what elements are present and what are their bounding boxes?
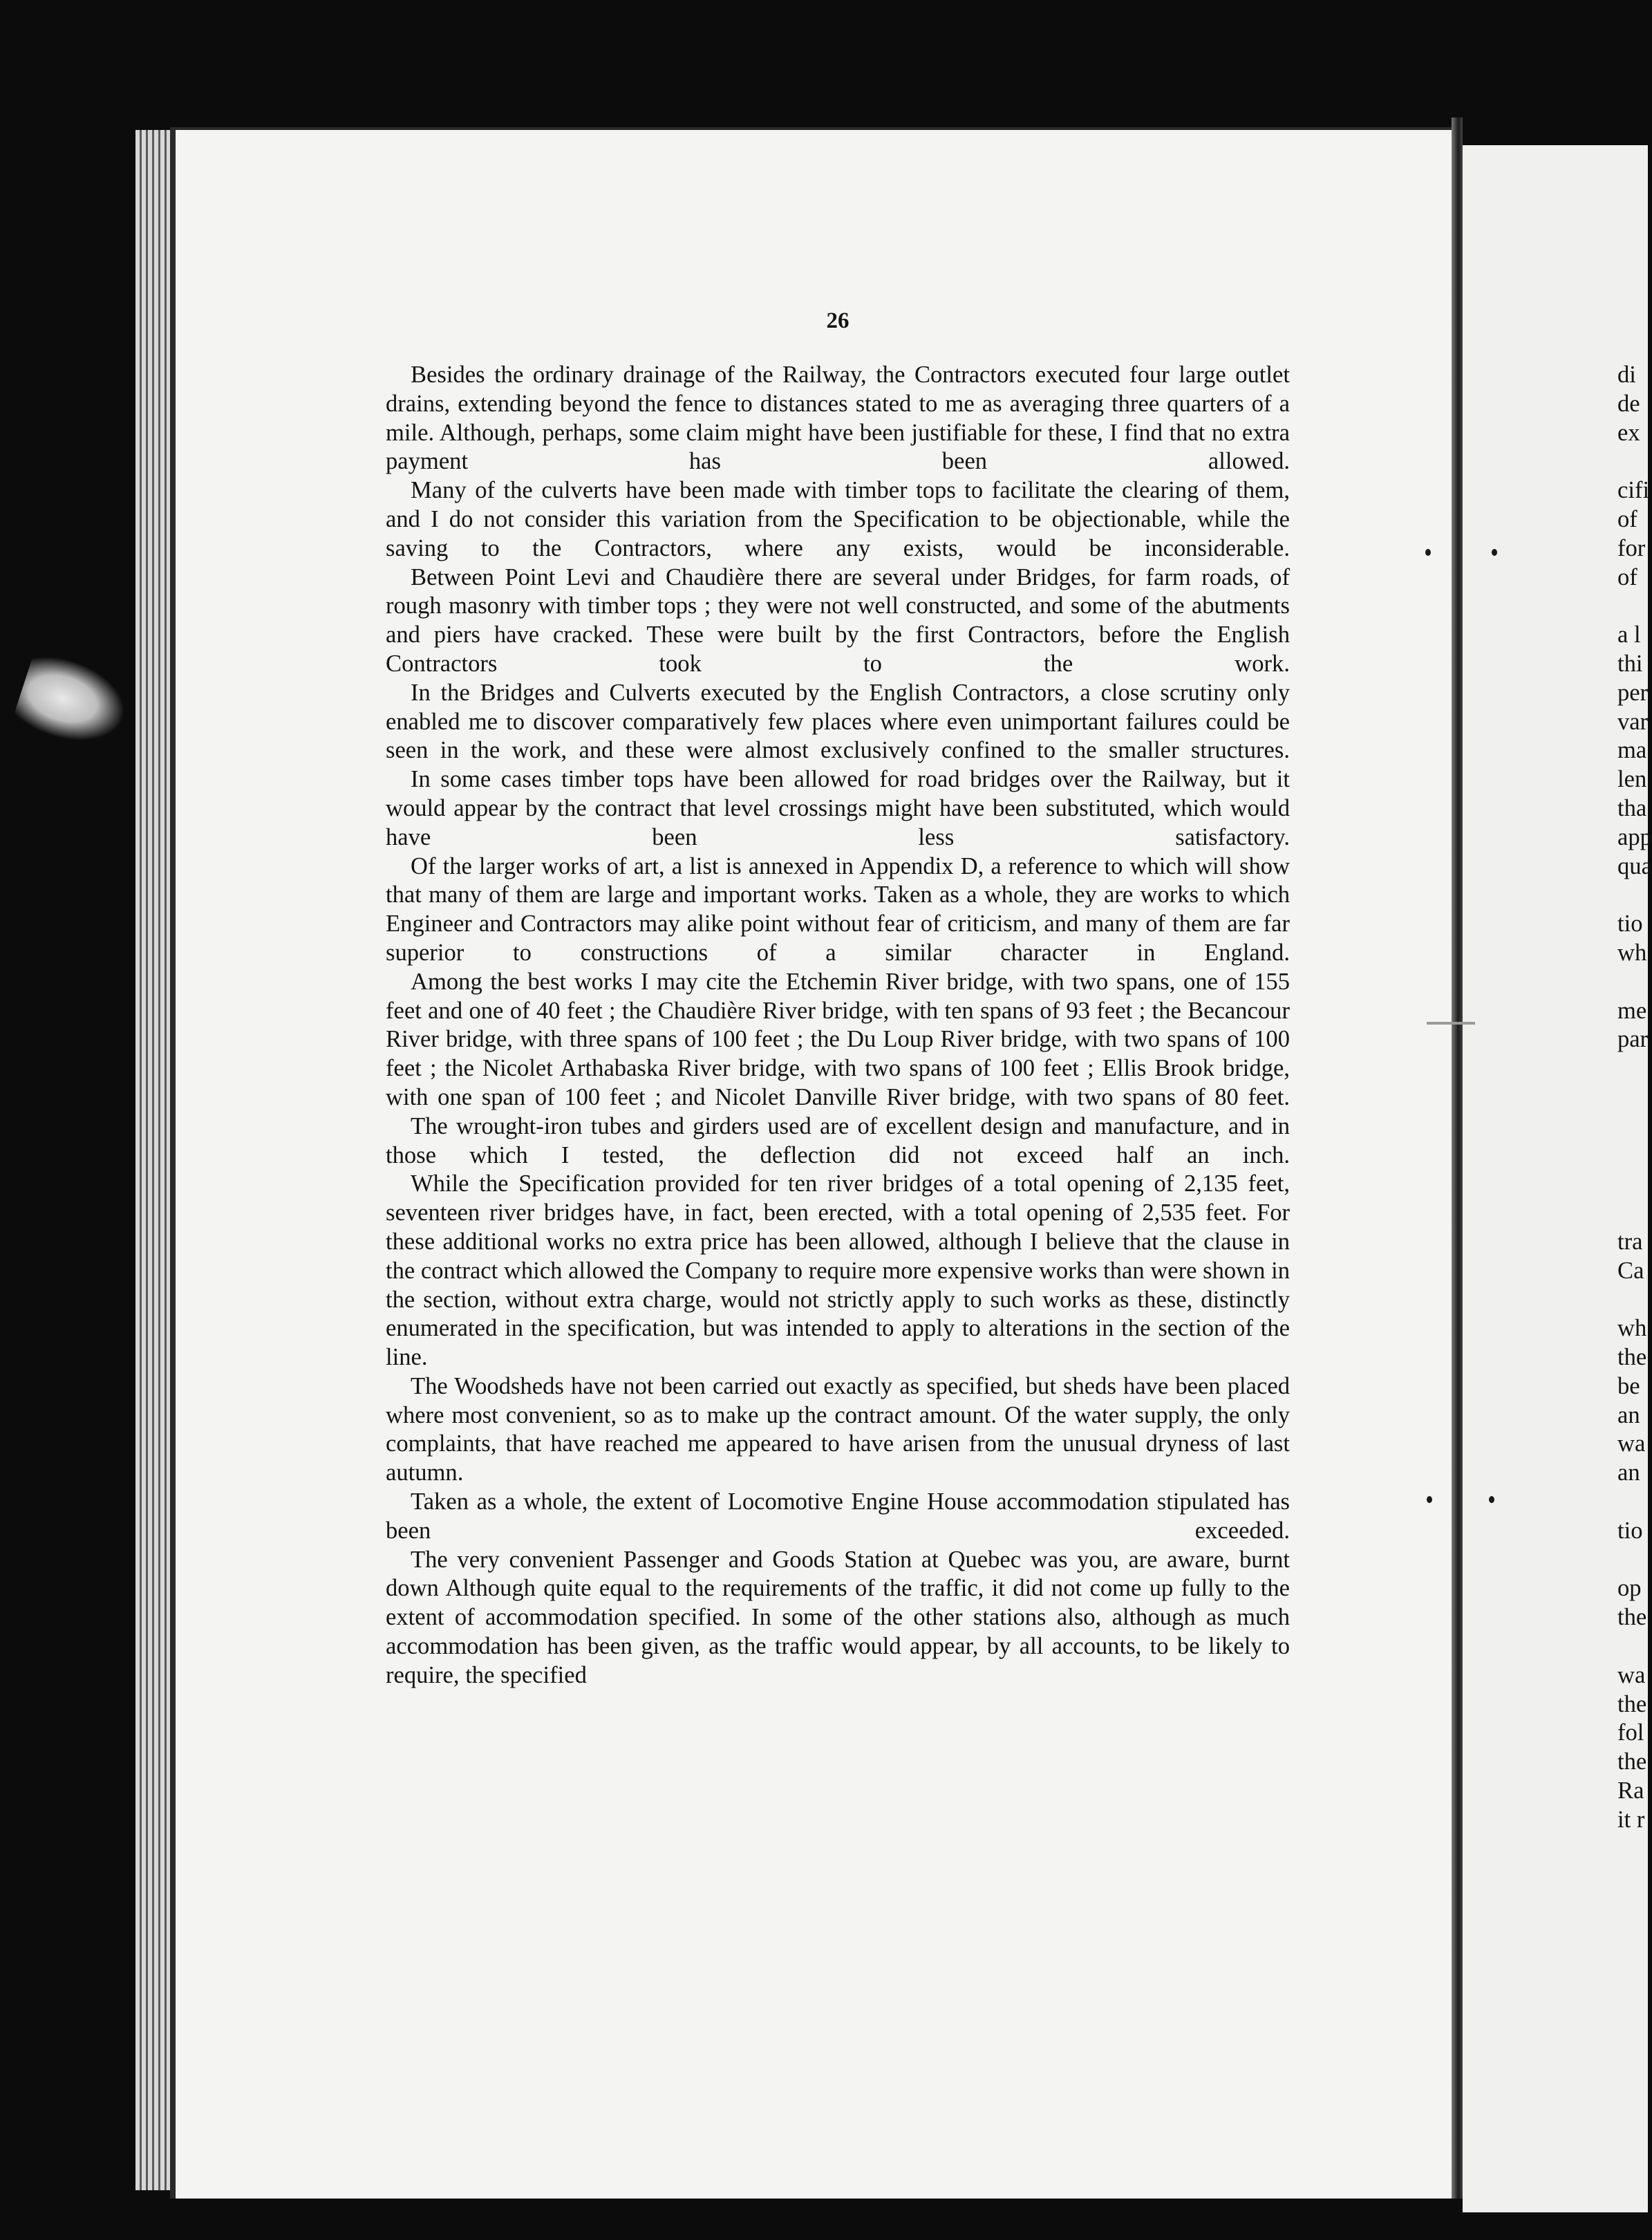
- facing-fragment: for: [1617, 534, 1646, 561]
- facing-fragment: tha: [1617, 794, 1647, 821]
- facing-fragment: wh: [1617, 939, 1647, 966]
- facing-fragment: par: [1617, 1026, 1649, 1053]
- facing-fragment: Ra: [1617, 1777, 1644, 1804]
- facing-fragment: thi: [1617, 650, 1643, 677]
- paragraph: In some cases timber tops have been allowed for road bridges over the Railway, but it would appear by the contract that level crossings might have been substituted, which would have been less satisfactory.: [386, 766, 1290, 850]
- facing-fragment: of: [1617, 563, 1637, 590]
- facing-fragment: cifi: [1617, 477, 1650, 504]
- facing-fragment: [1617, 1546, 1648, 1575]
- facing-fragment: tio: [1617, 911, 1643, 937]
- facing-fragment: de: [1617, 390, 1640, 417]
- facing-fragment: an: [1617, 1401, 1640, 1428]
- facing-fragment: di: [1617, 362, 1636, 388]
- page-number: 26: [826, 308, 850, 333]
- facing-page-text: [1617, 361, 1652, 1835]
- facing-fragment: [1617, 1286, 1648, 1315]
- facing-fragment: the: [1617, 1344, 1647, 1371]
- paragraph: Taken as a whole, the extent of Locomotive Engine House accommodation stipulated has been exceeded.: [386, 1488, 1290, 1544]
- facing-fragment: var: [1617, 708, 1649, 735]
- facing-fragment: tra: [1617, 1228, 1643, 1255]
- facing-fragment: a l: [1617, 622, 1641, 648]
- body-text: [386, 361, 1290, 1690]
- facing-fragment: [1617, 1170, 1648, 1199]
- facing-fragment: [1617, 1141, 1648, 1170]
- facing-fragment: ex: [1617, 419, 1640, 446]
- facing-fragment: ma: [1617, 737, 1647, 764]
- facing-fragment: per: [1617, 679, 1649, 706]
- facing-fragment: an: [1617, 1459, 1640, 1486]
- ink-speck: [1425, 549, 1431, 556]
- ink-speck: [1492, 549, 1497, 556]
- facing-fragment: [1617, 1199, 1648, 1228]
- facing-fragment: app: [1617, 823, 1652, 850]
- paragraph: In the Bridges and Culverts executed by the English Contractors, a close scrutiny only enabled me to discover comparatively few places where even unimportant failures could be seen in the work, and these were almost exclusively confined to the smaller structures.: [386, 679, 1290, 764]
- facing-fragment: fol: [1617, 1719, 1644, 1746]
- ink-smudge: [1427, 1022, 1475, 1025]
- paragraph: Besides the ordinary drainage of the Railway, the Contractors executed four large outlet drains, extending beyond the fence to distances stated to me as averaging three quarters of a mile. Although, perhaps, some claim might have been justifiable for these, I find that no extra payment has been allowed.: [386, 362, 1290, 475]
- paragraph: Among the best works I may cite the Etchemin River bridge, with two spans, one of 155 feet and one of 40 feet ; the Chaudière River bridge, with ten spans of 93 feet ; the Becancour River bridge, with three spans of 100 feet ; the Du Loup River bridge, with two spans of 100 feet ; the Nicolet Arthabaska River bridge, with two spans of 100 feet ; Ellis Brook bridge, with one span of 100 feet ; and Nicolet Danville River bridge, with two spans of 80 feet.: [386, 968, 1290, 1110]
- facing-fragment: wa: [1617, 1661, 1646, 1688]
- facing-fragment: [1617, 968, 1648, 997]
- facing-fragment: [1617, 1488, 1648, 1517]
- facing-fragment: it r: [1617, 1806, 1645, 1833]
- facing-fragment: len: [1617, 766, 1647, 793]
- paragraph: Of the larger works of art, a list is annexed in Appendix D, a reference to which will show that many of them are large and important works. Taken as a whole, they are works to which Engineer and Contractors may alike point without fear of criticism, and many of them are far superior to constructions of a similar character in England.: [386, 852, 1290, 966]
- facing-fragment: [1617, 592, 1648, 621]
- facing-fragment: me: [1617, 997, 1647, 1024]
- facing-fragment: the: [1617, 1748, 1647, 1775]
- book-gutter: [1452, 118, 1463, 2199]
- paragraph: Many of the culverts have been made with timber tops to facilitate the clearing of them, and I do not consider this variation from the Specification to be objectionable, while the saving to the Contractors, where any exists, would be inconsiderable.: [386, 477, 1290, 561]
- facing-fragment: [1617, 1112, 1648, 1141]
- facing-fragment: [1617, 447, 1648, 476]
- torn-paper-scrap: [12, 650, 134, 754]
- facing-fragment: op: [1617, 1575, 1642, 1602]
- paragraph: While the Specification provided for ten river bridges of a total opening of 2,135 feet, seventeen river bridges have, in fact, been erected, with a total opening of 2,535 feet. For these additional works no extra price has been allowed, although I believe that the clause in the contract which allowed the Company to require more expensive works than were shown in the section, without extra charge, would not strictly apply to such works as these, distinctly enumerated in the specification, but was intended to apply to alterations in the section of the line.: [386, 1170, 1290, 1371]
- facing-fragment: wh: [1617, 1315, 1647, 1342]
- facing-fragment: [1617, 1083, 1648, 1112]
- paragraph: The wrought-iron tubes and girders used are of excellent design and manufacture, and in those which I tested, the deflection did not exceed half an inch.: [386, 1112, 1290, 1168]
- facing-fragment: [1617, 1632, 1648, 1661]
- facing-fragment: qua: [1617, 852, 1652, 879]
- facing-fragment: the: [1617, 1604, 1647, 1631]
- paragraph: The Woodsheds have not been carried out exactly as specified, but sheds have been placed where most convenient, so as to make up the contract amount. Of the water supply, the only complaints, that have reached me appeared to have arisen from the unusual dryness of last autumn.: [386, 1372, 1290, 1486]
- ink-speck: [1427, 1496, 1432, 1503]
- facing-fragment: tio: [1617, 1517, 1643, 1544]
- paragraph: Between Point Levi and Chaudière there are several under Bridges, for farm roads, of rough masonry with timber tops ; they were not well constructed, and some of the abutments and piers have cracked. These were built by the first Contractors, before the English Contractors took to the work.: [386, 563, 1290, 677]
- ink-speck: [1489, 1496, 1494, 1503]
- paragraph: The very convenient Passenger and Goods Station at Quebec was you, are aware, burnt down Although quite equal to the requirements of the traffic, it did not come up fully to the extent of accommodation specified. In some of the other stations also, although as much accommodation has been given, as the traffic would appear, by all accounts, to be likely to require, the specified: [386, 1546, 1290, 1688]
- facing-fragment: be: [1617, 1372, 1640, 1399]
- facing-fragment: [1617, 1054, 1648, 1083]
- facing-fragment: the: [1617, 1690, 1647, 1717]
- facing-fragment: Ca: [1617, 1257, 1644, 1284]
- facing-fragment: [1617, 881, 1648, 910]
- facing-fragment: wa: [1617, 1430, 1646, 1457]
- facing-fragment: of: [1617, 505, 1637, 532]
